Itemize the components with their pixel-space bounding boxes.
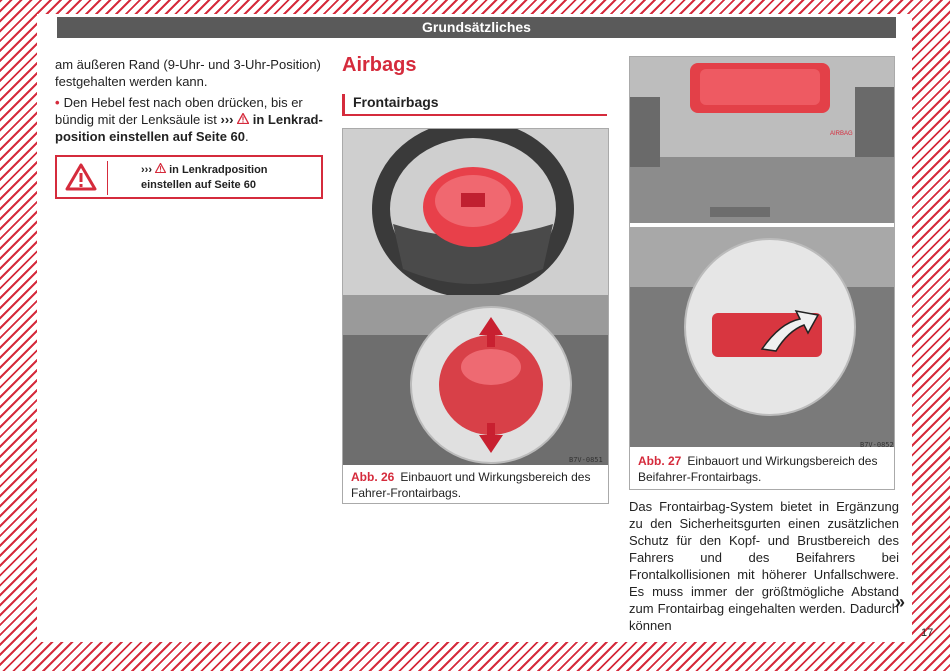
warning-icon: [155, 163, 166, 173]
paragraph: am äußeren Rand (9-Uhr- und 3-Uhr-Position) festgehalten werden kann.: [55, 57, 321, 89]
cross-ref-link[interactable]: in Lenkrad-position einstellen auf Seite 60: [55, 112, 323, 144]
body-paragraph: Das Frontairbag-System bietet in Ergänzung zu den Sicherheitsgurten einen zusätzlichen Schutz für den Kopf- und Brustbereich des Fahrers und des Beifahrers bei Frontalkollisionen mit höherer Unfallschwere. Es muss immer der größtmögliche Abstand zum Frontairbag eingehalten werden. Dadurch können: [629, 499, 899, 633]
figure-caption: Abb. 26 Einbauort und Wirkungsbereich des Fahrer-Frontairbags.: [351, 470, 591, 500]
figure-label: Abb. 27: [638, 454, 682, 468]
subsection-title: Frontairbags: [342, 94, 607, 116]
figure-code: B7V-0852: [860, 441, 894, 449]
figure-26: [342, 128, 609, 504]
left-column: [55, 56, 325, 149]
figure-27: [629, 56, 895, 490]
dashboard-image: [630, 57, 894, 223]
figure-caption: Abb. 27 Einbauort und Wirkungsbereich des Beifahrer-Frontairbags.: [638, 454, 878, 484]
figure-code: B7V-0851: [569, 456, 603, 464]
chapter-header: Grundsätzliches: [57, 17, 896, 38]
section-title: Airbags: [342, 54, 417, 76]
cross-ref-arrow: ›››: [220, 112, 234, 127]
bullet-item: • Den Hebel fest nach oben drücken, bis er bündig mit der Lenksäule ist ››› in Lenkrad-position einstellen auf Seite 60.: [55, 95, 323, 144]
bullet-text: Den Hebel fest nach oben drücken, bis er bündig mit der Lenksäule ist: [55, 95, 303, 127]
bullet-icon: •: [55, 95, 60, 110]
steering-wheel-image: [343, 129, 608, 295]
airbag-deployment-image: [343, 295, 608, 465]
cross-ref-link[interactable]: in Lenkradposition einstellen auf Seite 60: [141, 164, 268, 191]
warning-icon: [237, 113, 249, 124]
page-number: 17: [921, 627, 934, 639]
warning-triangle-icon: [65, 163, 97, 191]
passenger-airbag-image: [630, 227, 894, 447]
continue-marker: »: [895, 592, 906, 612]
cross-ref-arrow: ›››: [141, 164, 152, 176]
warning-box: [55, 155, 323, 199]
divider: [107, 161, 108, 195]
figure-label: Abb. 26: [351, 470, 395, 484]
manual-page: [37, 14, 934, 642]
warning-text: [141, 163, 321, 193]
airbag-label: AIRBAG: [830, 131, 853, 137]
